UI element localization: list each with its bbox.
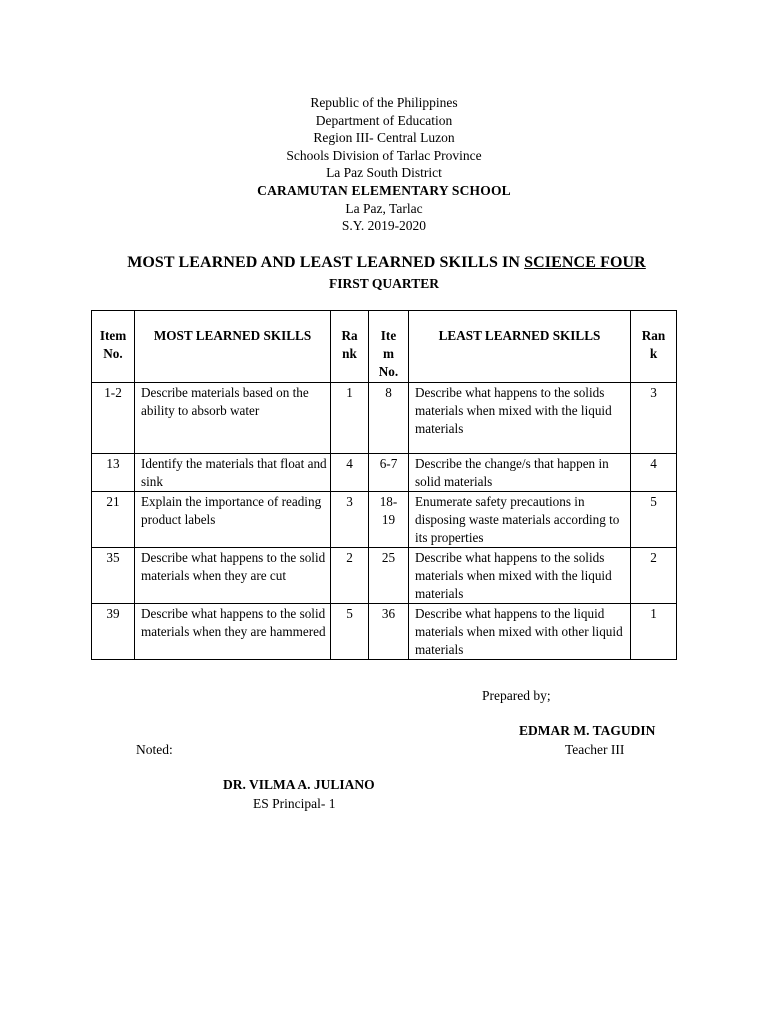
- skills-table: [91, 310, 677, 660]
- table-row: [92, 383, 677, 454]
- header-division: Schools Division of Tarlac Province: [286, 147, 482, 163]
- header-department: Department of Education: [315, 112, 453, 128]
- header-region: Region III- Central Luzon: [313, 130, 455, 146]
- cell-most-skill: Describe materials based on the ability to absorb water: [135, 383, 331, 454]
- table-row: [92, 492, 677, 548]
- school-year: S.Y. 2019-2020: [341, 218, 427, 234]
- header-item-no: Item No.: [92, 311, 135, 383]
- cell-rank: 2: [331, 548, 369, 604]
- header-rank: Ra nk: [331, 311, 369, 383]
- preparer-title: Teacher III: [565, 742, 625, 757]
- school-location: La Paz, Tarlac: [345, 200, 423, 216]
- cell-most-skill: Describe what happens to the solid materials when they are cut: [135, 548, 331, 604]
- school-name: CARAMUTAN ELEMENTARY SCHOOL: [257, 182, 511, 198]
- noter-title: ES Principal- 1: [253, 796, 336, 811]
- cell-item-2: 6-7: [369, 454, 409, 492]
- cell-item: 1-2: [92, 383, 135, 454]
- document-header: [0, 94, 768, 235]
- table-row: [92, 604, 677, 660]
- cell-rank-2: 1: [631, 604, 677, 660]
- cell-rank-2: 2: [631, 548, 677, 604]
- cell-rank-2: 3: [631, 383, 677, 454]
- cell-rank: 1: [331, 383, 369, 454]
- header-most-learned: MOST LEARNED SKILLS: [135, 311, 331, 383]
- cell-most-skill: Describe what happens to the solid materials when they are hammered: [135, 604, 331, 660]
- cell-rank-2: 4: [631, 454, 677, 492]
- noter-name: DR. VILMA A. JULIANO: [223, 777, 375, 792]
- title-subject: SCIENCE FOUR: [524, 254, 646, 271]
- cell-rank: 3: [331, 492, 369, 548]
- cell-item: 13: [92, 454, 135, 492]
- cell-item-2: 36: [369, 604, 409, 660]
- cell-item: 21: [92, 492, 135, 548]
- cell-rank-2: 5: [631, 492, 677, 548]
- cell-least-skill: Describe the change/s that happen in solid materials: [409, 454, 631, 492]
- header-republic: Republic of the Philippines: [310, 95, 458, 110]
- cell-item: 39: [92, 604, 135, 660]
- header-least-learned: LEAST LEARNED SKILLS: [409, 311, 631, 383]
- cell-item: 35: [92, 548, 135, 604]
- document-title: [0, 254, 768, 272]
- cell-item-2: 8: [369, 383, 409, 454]
- header-item-no-2: Ite m No.: [369, 311, 409, 383]
- prepared-by-label: Prepared by;: [482, 688, 551, 703]
- table-row: [92, 454, 677, 492]
- title-main: MOST LEARNED AND LEAST LEARNED SKILLS IN: [127, 254, 525, 271]
- cell-least-skill: Describe what happens to the solids materials when mixed with the liquid materials: [409, 548, 631, 604]
- cell-rank: 5: [331, 604, 369, 660]
- table-row: [92, 548, 677, 604]
- cell-least-skill: Enumerate safety precautions in disposing waste materials according to its properties: [409, 492, 631, 548]
- cell-most-skill: Identify the materials that float and sink: [135, 454, 331, 492]
- header-district: La Paz South District: [326, 165, 442, 181]
- cell-item-2: 25: [369, 548, 409, 604]
- quarter-label: FIRST QUARTER: [329, 276, 439, 291]
- cell-item-2: 18-19: [369, 492, 409, 548]
- header-rank-2: Ran k: [631, 311, 677, 383]
- preparer-name: EDMAR M. TAGUDIN: [519, 723, 656, 738]
- cell-least-skill: Describe what happens to the solids materials when mixed with the liquid materials: [409, 383, 631, 454]
- cell-rank: 4: [331, 454, 369, 492]
- noted-label: Noted:: [136, 742, 173, 757]
- cell-least-skill: Describe what happens to the liquid materials when mixed with other liquid materials: [409, 604, 631, 660]
- cell-most-skill: Explain the importance of reading product labels: [135, 492, 331, 548]
- table-header-row: [92, 311, 677, 383]
